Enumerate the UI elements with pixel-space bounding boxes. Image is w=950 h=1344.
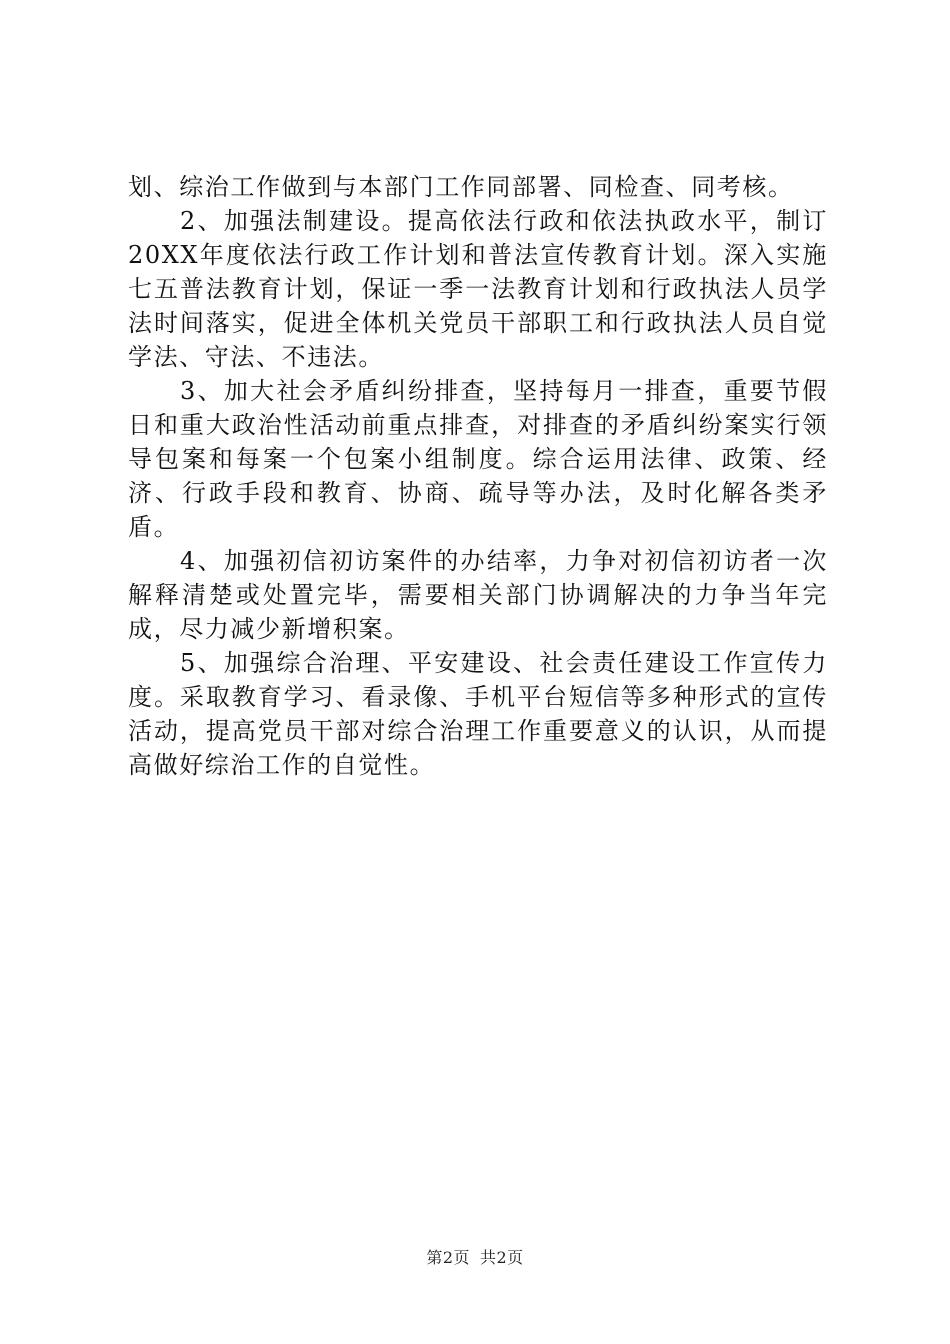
paragraph-item-4: 4、加强初信初访案件的办结率，力争对初信初访者一次解释清楚或处置完毕，需要相关部门协调解决的力争当年完成，尽力减少新增积案。 [128,547,828,643]
paragraph-item-5: 5、加强综合治理、平安建设、社会责任建设工作宣传力度。采取教育学习、看录像、手机平台短信等多种形式的宣传活动，提高党员干部对综合治理工作重要意义的认识，从而提高做好综治工作的自觉性。 [128,649,828,779]
page-footer [0,1245,950,1268]
paragraph-continuation: 划、综治工作做到与本部门工作同部署、同检查、同考核。 [128,173,794,201]
document-body [128,170,828,782]
page-number-total: 共2页 [480,1248,524,1267]
page-number-current: 第2页 [426,1248,470,1267]
paragraph-item-2: 2、加强法制建设。提高依法行政和依法执政水平，制订20XX年度依法行政工作计划和普法宣传教育计划。深入实施七五普法教育计划，保证一季一法教育计划和行政执法人员学法时间落实，促进全体机关党员干部职工和行政执法人员自觉学法、守法、不违法。 [128,207,828,371]
paragraph-item-3: 3、加大社会矛盾纠纷排查，坚持每月一排查，重要节假日和重大政治性活动前重点排查，对排查的矛盾纠纷案实行领导包案和每案一个包案小组制度。综合运用法律、政策、经济、行政手段和教育、协商、疏导等办法，及时化解各类矛盾。 [128,377,828,541]
